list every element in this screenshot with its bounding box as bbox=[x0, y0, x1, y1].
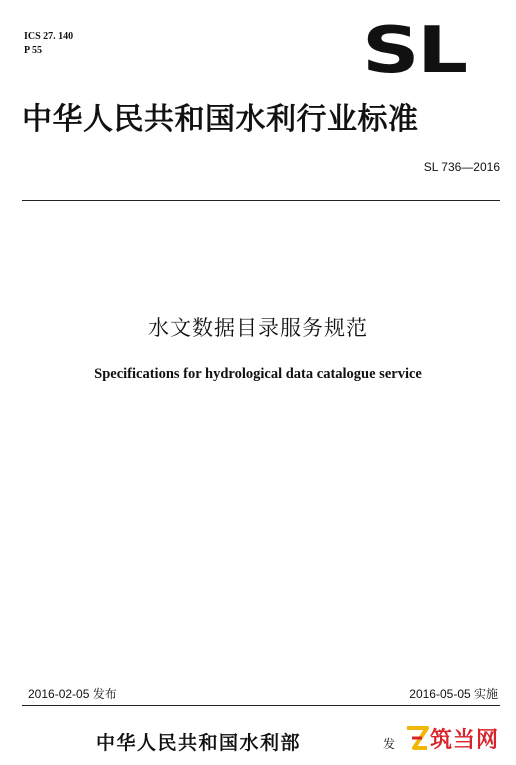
watermark-logo bbox=[404, 723, 516, 763]
issuing-authority: 中华人民共和国水利部 bbox=[96, 732, 302, 754]
implement-date: 2016-05-05 实施 bbox=[409, 687, 498, 701]
top-divider bbox=[22, 200, 500, 201]
class-code: P 55 bbox=[24, 45, 43, 56]
issue-word: 发 bbox=[383, 737, 396, 751]
ics-code: ICS 27. 140 bbox=[24, 31, 74, 42]
watermark-z-icon bbox=[404, 724, 430, 754]
sl-logo: SL bbox=[362, 14, 466, 88]
document-title-en: Specifications for hydrological data catalogue service bbox=[94, 366, 422, 382]
standard-number: SL 736—2016 bbox=[423, 160, 500, 174]
bottom-divider bbox=[22, 705, 500, 706]
watermark-text: 筑当网 bbox=[430, 728, 500, 753]
classification-codes bbox=[24, 30, 73, 58]
standard-title: 中华人民共和国水利行业标准 bbox=[22, 102, 419, 137]
document-title-cn: 水文数据目录服务规范 bbox=[148, 316, 368, 340]
publish-date: 2016-02-05 发布 bbox=[28, 687, 117, 701]
